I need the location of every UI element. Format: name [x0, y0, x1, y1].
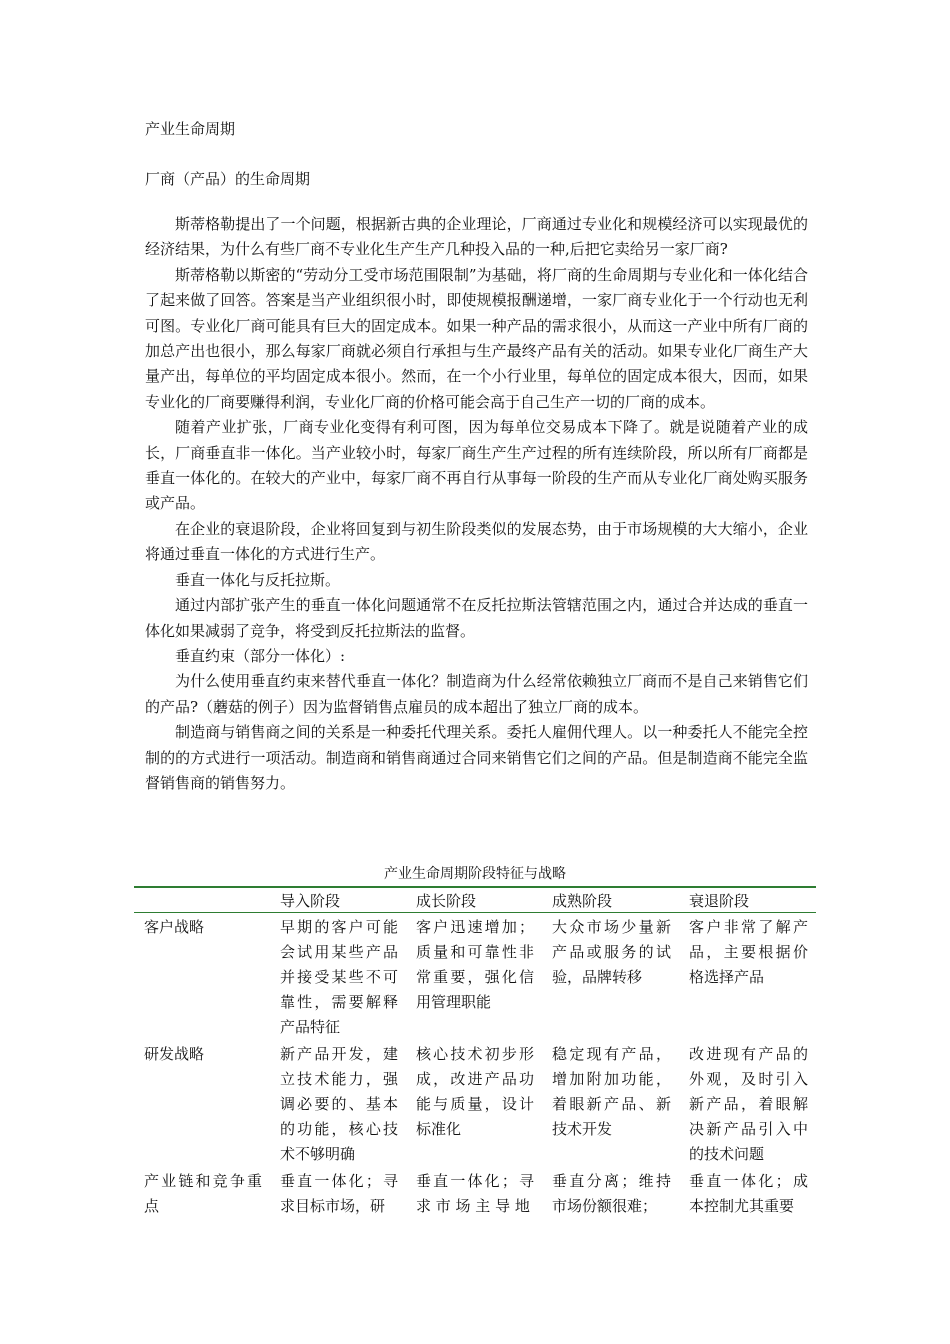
- table-cell: 客户迅速增加；质量和可靠性非常重要，强化信用管理职能: [416, 918, 534, 1011]
- stage-strategy-table-container: [134, 886, 816, 1216]
- paragraph: 为什么使用垂直约束来替代垂直一体化？制造商为什么经常依赖独立厂商而不是自己来销售它们的产品?（蘑菇的例子）因为监督销售点雇员的成本超出了独立厂商的成本。: [145, 672, 808, 716]
- paragraph: 垂直约束（部分一体化）:: [175, 646, 346, 665]
- paragraph: 随着产业扩张，厂商专业化变得有利可图，因为每单位交易成本下降了。就是说随着产业的成长，厂商垂直非一体化。当产业较小时，每家厂商生产生产过程的所有连续阶段，所以所有厂商都是垂直一体化的。在较大的产业中，每家厂商不再自行从事每一阶段的生产而从专业化厂商处购买服务或产品。: [145, 418, 808, 513]
- table-cell: 垂直分离；维持市场份额很难；: [552, 1172, 671, 1215]
- table-cell: 新产品开发，建立技术能力，强调必要的、基本的功能，核心技术不够明确: [280, 1045, 398, 1163]
- header-cell: 成熟阶段: [542, 887, 679, 913]
- paragraph: 斯蒂格勒以斯密的“劳动分工受市场范围限制”为基础，将厂商的生命周期与专业化和一体化结合了起来做了回答。答案是当产业组织很小时，即使规模报酬递增，一家厂商专业化于一个行动也无利可图。专业化厂商可能具有巨大的固定成本。如果一种产品的需求很小，从而这一产业中所有厂商的加总产出也很小，那么每家厂商就必须自行承担与生产最终产品有关的活动。如果专业化厂商生产大量产出，每单位的平均固定成本很小。然而，在一个小行业里，每单位的固定成本很大，因而，如果专业化的厂商要赚得利润，专业化厂商的价格可能会高于自己生产一切的厂商的成本。: [145, 265, 808, 411]
- paragraph: 在企业的衰退阶段，企业将回复到与初生阶段类似的发展态势，由于市场规模的大大缩小，企业将通过垂直一体化的方式进行生产。: [145, 519, 808, 564]
- section-title: 厂商（产品）的生命周期: [145, 170, 311, 188]
- table-cell: 核心技术初步形成，改进产品功能与质量，设计标准化: [416, 1045, 534, 1138]
- table-row: [134, 1040, 816, 1167]
- page-title: 产业生命周期: [145, 120, 236, 138]
- table-row: [134, 913, 816, 1041]
- body-text: [145, 212, 808, 796]
- table-row: [134, 1167, 816, 1216]
- row-label: 研发战略: [144, 1045, 205, 1063]
- table-cell: 垂直一体化；寻求目标市场，研: [280, 1172, 398, 1215]
- table-cell: 改进现有产品的外观，及时引入新产品，着眼解决新产品引入中的技术问题: [689, 1045, 808, 1163]
- table-cell: 大众市场少量新产品或服务的试验，品牌转移: [552, 918, 671, 986]
- table-cell: 早期的客户可能会试用某些产品并接受某些不可靠性，需要解释产品特征: [280, 918, 398, 1036]
- table-cell: 稳定现有产品，增加附加功能，着眼新产品、新技术开发: [552, 1045, 671, 1138]
- paragraph: 制造商与销售商之间的关系是一种委托代理关系。委托人雇佣代理人。以一种委托人不能完全控制的的方式进行一项活动。制造商和销售商通过合同来销售它们之间的产品。但是制造商不能完全监督销售商的销售努力。: [145, 723, 808, 792]
- header-cell: [134, 887, 270, 913]
- table-header-row: [134, 887, 816, 913]
- row-label: 客户战略: [144, 918, 205, 936]
- header-cell: 衰退阶段: [679, 887, 816, 913]
- row-label: 产业链和竞争重点: [144, 1172, 262, 1215]
- table-caption: 产业生命周期阶段特征与战略: [384, 866, 566, 882]
- header-cell: 成长阶段: [406, 887, 542, 913]
- header-cell: 导入阶段: [270, 887, 406, 913]
- stage-strategy-table: [134, 886, 816, 1216]
- paragraph: 通过内部扩张产生的垂直一体化问题通常不在反托拉斯法管辖范围之内，通过合并达成的垂直一体化如果减弱了竞争，将受到反托拉斯法的监督。: [145, 596, 808, 640]
- paragraph: 垂直一体化与反托拉斯。: [175, 570, 341, 589]
- table-cell: 客户非常了解产品，主要根据价格选择产品: [689, 918, 808, 986]
- table-cell: 垂直一体化；寻求 市 场 主 导 地: [416, 1172, 534, 1215]
- table-cell: 垂直一体化；成本控制尤其重要: [689, 1172, 808, 1215]
- paragraph: 斯蒂格勒提出了一个问题，根据新古典的企业理论，厂商通过专业化和规模经济可以实现最优的经济结果，为什么有些厂商不专业化生产生产几种投入品的一种,后把它卖给另一家厂商?: [145, 215, 808, 259]
